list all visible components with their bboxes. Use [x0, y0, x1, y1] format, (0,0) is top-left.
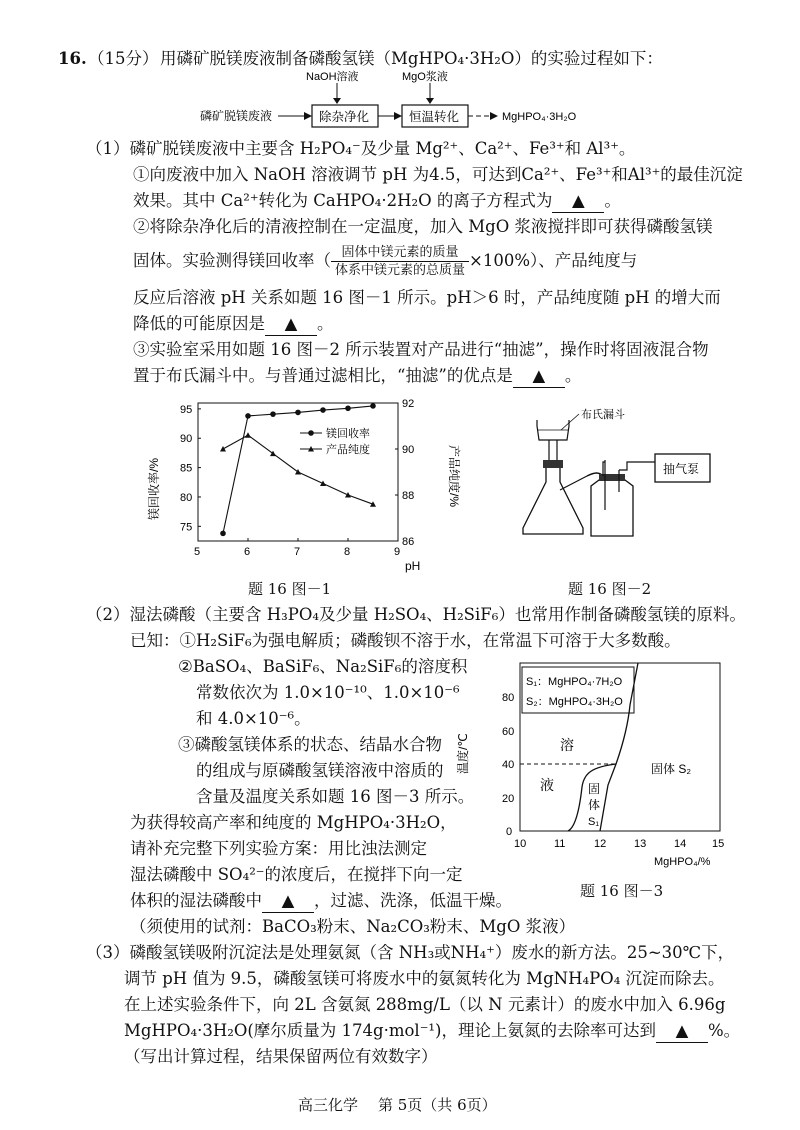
- legend-s1: S₁：MgHPO₄·7H₂O: [526, 676, 623, 688]
- question-number: 16.: [58, 49, 87, 68]
- fig3-caption: 题 16 图－3: [580, 882, 664, 900]
- fig1-caption: 题 16 图－1: [248, 580, 332, 598]
- data-point-purity: [345, 492, 351, 498]
- data-point-recovery: [370, 403, 376, 409]
- y-tick: 40: [502, 759, 515, 771]
- x-tick: 12: [594, 838, 607, 850]
- answer-blank[interactable]: ▲: [262, 890, 314, 913]
- part1-line3: 效果。其中 Ca²⁺转化为 CaHPO₄·2H₂O 的离子方程式为 ▲ 。: [133, 190, 621, 213]
- part2-line8: 含量及温度关系如题 16 图－3 所示。: [196, 787, 475, 806]
- data-point-recovery: [345, 405, 351, 411]
- part2-line3: ②BaSO₄、BaSiF₆、Na₂SiF₆的溶度积: [178, 657, 468, 676]
- part2-line4: 常数依次为 1.0×10⁻¹⁰、1.0×10⁻⁶: [196, 683, 460, 702]
- part1-line8: ③实验室采用如题 16 图－2 所示装置对产品进行“抽滤”，操作时将固液混合物: [133, 340, 709, 359]
- part1-line5: 固体。实验测得镁回收率（ $\frac{\text{固体中镁元素的质量}}{\text{体系中镁元素的总质量}}$ ×100%）、产品纯度与: [133, 245, 638, 278]
- recovery-rate-fraction: $\frac{\text{固体中镁元素的质量}}{\text{体系中镁元素的总质量}}$: [331, 244, 469, 279]
- part2-line6: ③磷酸氢镁体系的状态、结晶水合物: [178, 735, 442, 754]
- region-solid-s1-1: 固: [588, 782, 601, 796]
- legend-label: 产品纯度: [326, 444, 370, 456]
- x-tick-label: 8: [344, 546, 351, 558]
- answer-blank[interactable]: ▲: [552, 190, 604, 213]
- data-point-recovery: [320, 407, 326, 413]
- x-tick-label: 9: [394, 546, 401, 558]
- part2-line10: 请补充完整下列实验方案：用比浊法测定: [130, 839, 427, 858]
- y-tick-label: 90: [180, 433, 193, 446]
- part3-line5: （写出计算过程，结果保留两位有效数字）: [124, 1047, 438, 1066]
- data-point-recovery: [295, 410, 301, 416]
- y2-tick-label: 90: [402, 444, 415, 456]
- part1-line4: ②将除杂净化后的清液控制在一定温度，加入 MgO 浆液搅拌即可获得磷酸氢镁: [133, 217, 713, 236]
- part2-line13: （须使用的试剂：BaCO₃粉末、Na₂CO₃粉末、MgO 浆液）: [130, 917, 576, 936]
- part2-line2: 已知：①H₂SiF₆为强电解质；磷酸钡不溶于水，在常温下可溶于大多数酸。: [130, 631, 681, 650]
- flow-step1-reagent: NaOH溶液: [306, 71, 359, 83]
- suction-flask-icon: [523, 468, 583, 534]
- part1-line2: ①向废液中加入 NaOH 溶液调节 pH 为4.5，可达到Ca²⁺、Fe³⁺和Al³⁺的最佳沉淀: [133, 165, 743, 184]
- part2-line7: 的组成与原磷酸氢镁溶液中溶质的: [196, 761, 444, 780]
- x-tick: 11: [554, 838, 566, 850]
- flow-step2-reagent: MgO浆液: [402, 71, 448, 83]
- fig3-phase-diagram: [456, 655, 738, 870]
- funnel-label: 布氏漏斗: [581, 409, 625, 421]
- part2-line9: 为获得较高产率和纯度的 MgHPO₄·3H₂O，: [130, 813, 457, 832]
- y-tick: 80: [502, 692, 515, 704]
- pump-label: 抽气泵: [663, 462, 700, 476]
- flow-start: 磷矿脱镁废液: [200, 109, 273, 123]
- footer-subject: 高三化学: [298, 1096, 359, 1114]
- x-tick: 10: [514, 838, 527, 850]
- x-tick-label: 7: [294, 546, 301, 558]
- question-intro: 用磷矿脱镁废液制备磷酸氢镁（MgHPO₄·3H₂O）的实验过程如下：: [160, 49, 663, 68]
- footer-page: 第 5页（共 6页）: [378, 1096, 497, 1114]
- legend-s2: S₂：MgHPO₄·3H₂O: [526, 696, 623, 708]
- y2-tick-label: 92: [402, 398, 415, 410]
- fig1-chart: [147, 395, 480, 575]
- y-tick: 60: [502, 726, 515, 738]
- chart-xlabel: pH: [405, 559, 421, 573]
- safety-bottle-icon: [591, 480, 633, 536]
- y2-tick-label: 86: [402, 536, 415, 548]
- flow-step1: 除杂净化: [319, 110, 370, 124]
- y-tick-label: 85: [180, 462, 193, 475]
- rubber-stopper: [543, 460, 563, 468]
- region-solid-s1-3: S₁: [588, 816, 600, 828]
- y-tick: 0: [506, 826, 513, 838]
- part2-line12: 体积的湿法磷酸中 ▲ ，过滤、洗涤，低温干燥。: [130, 890, 512, 913]
- fig2-suction-filtration-apparatus: [515, 400, 740, 550]
- fig3-xlabel: MgHPO₄/%: [654, 856, 711, 868]
- x-tick: 15: [712, 838, 725, 850]
- region-solution-1: 溶: [560, 737, 574, 753]
- process-flow-diagram: [190, 68, 620, 130]
- chart-ylabel: 镁回收率/%: [147, 457, 161, 520]
- data-point-recovery: [270, 411, 276, 417]
- y-tick-label: 95: [180, 403, 193, 416]
- y-tick-label: 80: [180, 491, 193, 504]
- part2-line1: （2）湿法磷酸（主要含 H₃PO₄及少量 H₂SO₄、H₂SiF₆）也常用作制备磷酸氢镁的原料。: [86, 605, 746, 624]
- x-tick-label: 5: [194, 546, 201, 558]
- part3-line2: 调节 pH 值为 9.5，磷酸氢镁可将废水中的氨氮转化为 MgNH₄PO₄ 沉淀而除去。: [124, 969, 725, 988]
- data-point-recovery: [245, 413, 251, 419]
- data-point-recovery: [220, 531, 226, 537]
- y-tick: 20: [502, 793, 515, 805]
- legend-label: 镁回收率: [326, 428, 370, 440]
- data-point-purity: [320, 481, 326, 487]
- question-score: （15分）: [88, 49, 159, 68]
- data-point-purity: [220, 446, 226, 452]
- fig2-caption: 题 16 图－2: [568, 580, 652, 598]
- answer-blank[interactable]: ▲: [656, 1020, 708, 1043]
- part2-line11: 湿法磷酸中 SO₄²⁻的浓度后，在搅拌下向一定: [130, 865, 463, 884]
- part3-line1: （3）磷酸氢镁吸附沉淀法是处理氨氮（含 NH₃或NH₄⁺）废水的新方法。25~30℃下，: [86, 943, 735, 962]
- part1-line9: 置于布氏漏斗中。与普通过滤相比，“抽滤”的优点是 ▲ 。: [133, 365, 581, 388]
- part2-line5: 和 4.0×10⁻⁶。: [196, 709, 311, 728]
- data-point-purity: [245, 432, 251, 438]
- x-tick-label: 6: [244, 546, 251, 558]
- part1-line1: （1）磷矿脱镁废液中主要含 H₂PO₄⁻及少量 Mg²⁺、Ca²⁺、Fe³⁺和 Al³⁺。: [86, 139, 636, 158]
- part3-line3: 在上述实验条件下，向 2L 含氨氮 288mg/L（以 N 元素计）的废水中加入 6.96g: [124, 995, 726, 1014]
- chart-y2label: 产品纯度/%: [447, 445, 461, 508]
- part1-line7: 降低的可能原因是 ▲ 。: [133, 313, 334, 336]
- part3-line4: MgHPO₄·3H₂O(摩尔质量为 174g·mol⁻¹)，理论上氨氮的去除率可达到 ▲ %。: [124, 1020, 740, 1043]
- fig3-ylabel: 温度/℃: [456, 733, 470, 774]
- region-solution-2: 液: [540, 777, 554, 793]
- part1-line6: 反应后溶液 pH 关系如题 16 图－1 所示。pH＞6 时，产品纯度随 pH 的增大而: [133, 288, 721, 307]
- region-solid-s1-2: 体: [588, 798, 601, 812]
- flow-product: MgHPO₄·3H₂O: [502, 111, 577, 123]
- answer-blank[interactable]: ▲: [513, 365, 565, 388]
- y2-tick-label: 88: [402, 490, 415, 502]
- x-tick: 14: [674, 838, 687, 850]
- x-tick: 13: [634, 838, 647, 850]
- answer-blank[interactable]: ▲: [265, 313, 317, 336]
- region-solid-s2: 固体 S₂: [651, 762, 691, 776]
- y-tick-label: 75: [180, 521, 193, 534]
- flow-step2: 恒温转化: [409, 110, 460, 124]
- legend-marker: [308, 430, 314, 436]
